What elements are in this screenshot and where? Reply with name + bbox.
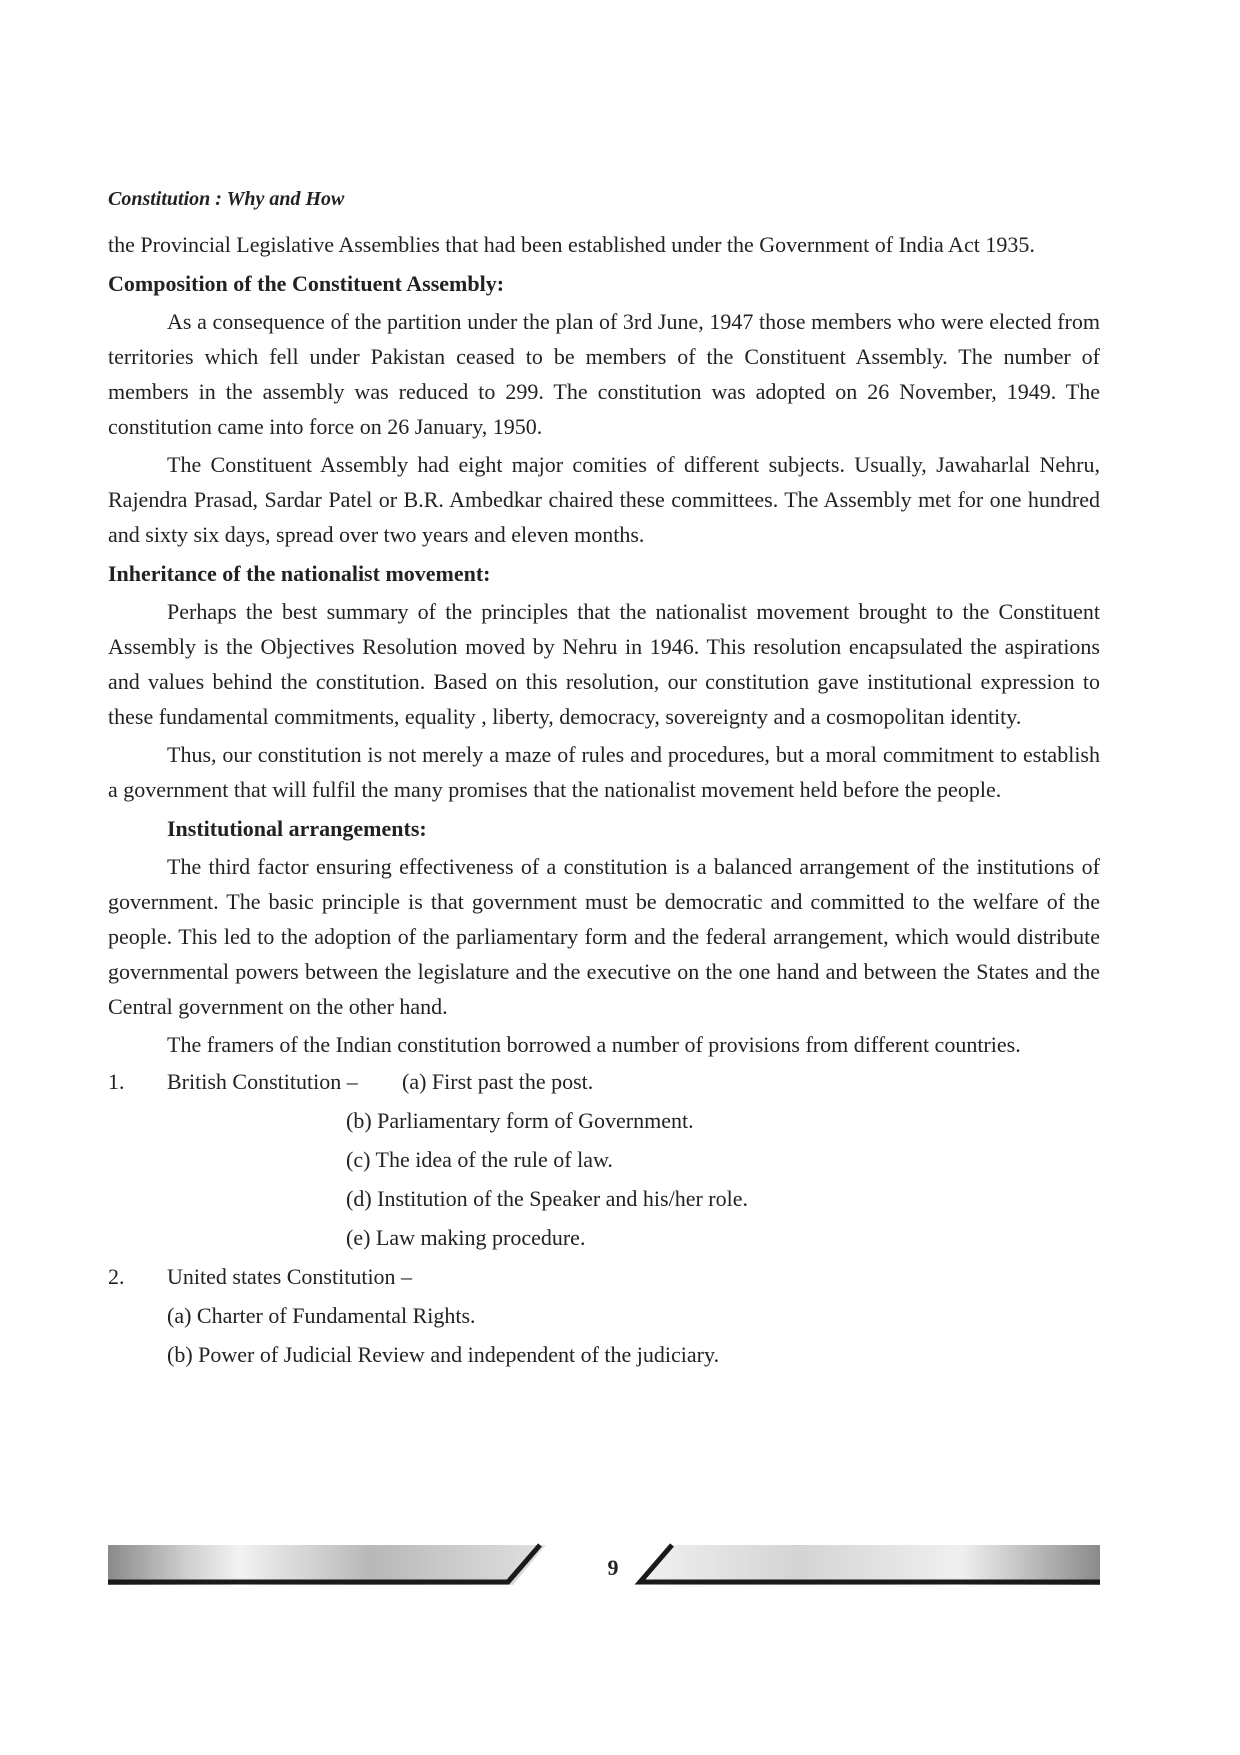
list-subitem: (e) Law making procedure. — [346, 1225, 586, 1250]
composition-paragraph-2: The Constituent Assembly had eight major comities of different subjects. Usually, Jawaharlal Nehru, Rajendra Prasad, Sardar Patel or B.R. Ambedkar chaired these committees. The Assembly met for one hundred and sixty six days, spread over two years and eleven months. — [108, 452, 1100, 547]
list-item — [108, 1298, 1100, 1337]
list-subitem: (a) First past the post. — [402, 1069, 594, 1094]
list-item — [108, 1181, 1100, 1220]
intro-paragraph: the Provincial Legislative Assemblies that had been established under the Government of India Act 1935. — [108, 232, 1035, 257]
page-number: 9 — [607, 1555, 619, 1580]
list-item — [108, 1220, 1100, 1259]
list-item — [108, 1103, 1100, 1142]
list-item — [108, 1337, 1100, 1376]
page-footer — [108, 1543, 1100, 1595]
inheritance-paragraph-2: Thus, our constitution is not merely a maze of rules and procedures, but a moral commitment to establish a government that will fulfil the many promises that the nationalist movement held before the people. — [108, 742, 1100, 802]
list-subitem: (c) The idea of the rule of law. — [346, 1147, 613, 1172]
institutional-paragraph-1: The third factor ensuring effectiveness of a constitution is a balanced arrangement of the institutions of government. The basic principle is that government must be democratic and committed to the welfare of the people. This led to the adoption of the parliamentary form and the federal arrangement, which would distribute governmental powers between the legislature and the executive on the one hand and between the States and the Central government on the other hand. — [108, 854, 1100, 1019]
list-subitem: (d) Institution of the Speaker and his/her role. — [346, 1186, 749, 1211]
list-subitem: (b) Parliamentary form of Government. — [346, 1108, 694, 1133]
inheritance-heading: Inheritance of the nationalist movement: — [108, 561, 491, 586]
institutional-heading: Institutional arrangements: — [167, 816, 427, 841]
institutional-paragraph-2: The framers of the Indian constitution borrowed a number of provisions from different countries. — [167, 1032, 1021, 1057]
composition-heading: Composition of the Constituent Assembly: — [108, 271, 505, 296]
footer-right-band — [635, 1545, 1100, 1585]
footer-left-band — [108, 1545, 546, 1585]
borrowed-provisions-list — [108, 1064, 1100, 1376]
composition-paragraph-1: As a consequence of the partition under the plan of 3rd June, 1947 those members who were elected from territories which fell under Pakistan ceased to be members of the Constituent Assembly. The number of members in the assembly was reduced to 299. The constitution was adopted on 26 November, 1949. The constitution came into force on 26 January, 1950. — [108, 309, 1100, 439]
list-item — [108, 1142, 1100, 1181]
list-label: British Constitution – — [167, 1069, 358, 1094]
inheritance-paragraph-1: Perhaps the best summary of the principles that the nationalist movement brought to the Constituent Assembly is the Objectives Resolution moved by Nehru in 1946. This resolution encapsulated the aspirations and values behind the constitution. Based on this resolution, our constitution gave institutional expression to these fundamental commitments, equality , liberty, democracy, sovereignty and a cosmopolitan identity. — [108, 599, 1100, 729]
page-content — [108, 188, 1100, 1376]
list-label: United states Constitution – — [167, 1264, 413, 1289]
list-subitem: (a) Charter of Fundamental Rights. — [167, 1303, 476, 1328]
list-subitem: (b) Power of Judicial Review and independent of the judiciary. — [167, 1342, 720, 1367]
list-item — [108, 1064, 1100, 1103]
running-head: Constitution : Why and How — [108, 188, 345, 210]
list-item — [108, 1259, 1100, 1298]
list-number: 1. — [108, 1069, 125, 1094]
list-number: 2. — [108, 1264, 125, 1289]
